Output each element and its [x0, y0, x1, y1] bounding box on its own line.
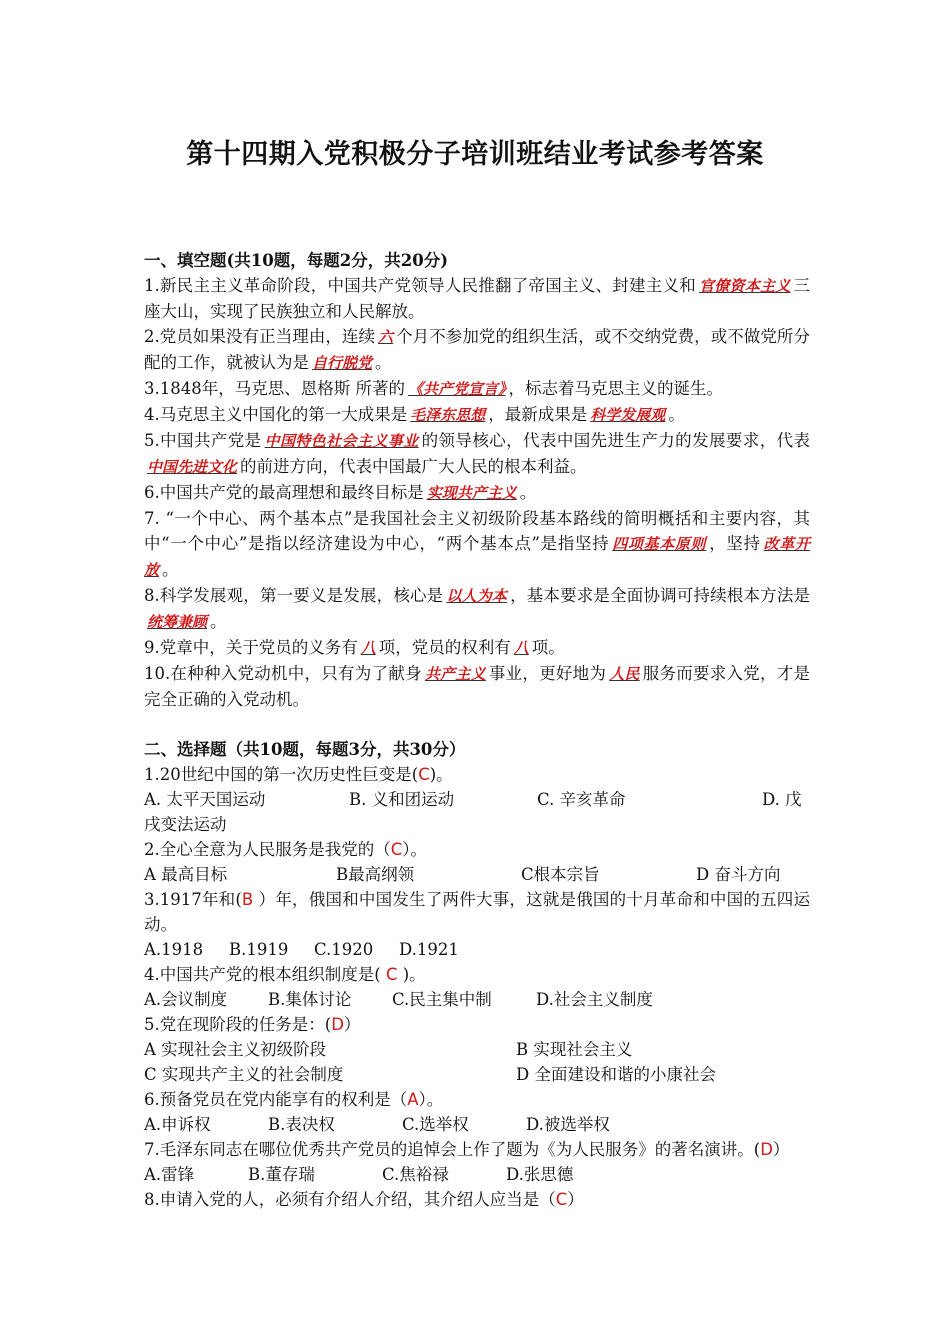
answer: 自行脱党: [312, 354, 373, 372]
answer-choice: C: [390, 840, 403, 859]
options-row: [144, 787, 810, 812]
answer: 实现共产主义: [426, 484, 517, 502]
option: D 奋斗方向: [696, 865, 781, 884]
option: C.选举权: [402, 1115, 469, 1134]
answer: 《共产党宣言》: [407, 380, 506, 398]
option: D.被选举权: [526, 1115, 610, 1134]
answer: 官僚资本主义: [698, 277, 791, 295]
question-text: 6.中国共产党的最高理想和最终目标是: [144, 483, 424, 502]
question-text: ，最新成果是: [488, 405, 588, 424]
question-text: 3.1917年和(: [144, 890, 242, 909]
question-text: 。: [162, 560, 179, 579]
question-text: 10.在种种入党动机中，只有为了献身: [144, 664, 422, 683]
choice-question-4: [144, 962, 810, 987]
option: A.1918: [144, 940, 204, 959]
options-row: [144, 1112, 810, 1137]
options-row: [144, 862, 810, 887]
option: D.1921: [399, 940, 459, 959]
question-text: 9.党章中，关于党员的义务有: [144, 638, 358, 657]
options-row: [144, 937, 810, 962]
question-text: 2.全心全意为人民服务是我党的（: [144, 840, 391, 859]
answer: 中国先进文化: [147, 458, 238, 476]
option: C 实现共产主义的社会制度: [144, 1065, 344, 1084]
answer: 四项基本原则: [612, 535, 707, 553]
choice-question-8: [144, 1187, 810, 1212]
options-row: [144, 1062, 810, 1087]
answer-choice: A: [407, 1090, 419, 1109]
question-text: 的领导核心，代表中国先进生产力的发展要求，代表: [421, 431, 811, 450]
options-row: [144, 987, 810, 1012]
option: D 全面建设和谐的小康社会: [516, 1065, 716, 1084]
choice-question-5: [144, 1012, 810, 1037]
question-text: ，标志着马克思主义的诞生。: [508, 379, 723, 398]
choice-question-7: [144, 1137, 810, 1162]
answer: 共产主义: [424, 665, 486, 683]
question-text: 2.党员如果没有正当理由，连续: [144, 327, 376, 346]
question-text: 6.预备党员在党内能享有的权利是（: [144, 1090, 408, 1109]
answer: 八: [513, 639, 529, 657]
question-text: 5.中国共产党是: [144, 431, 262, 450]
option: C根本宗旨: [521, 865, 600, 884]
answer: 中国特色社会主义事业: [264, 432, 419, 450]
question-text: 4.中国共产党的根本组织制度是(: [144, 965, 386, 984]
option: C.焦裕禄: [382, 1165, 449, 1184]
question-text: ）。: [402, 840, 428, 859]
option: B最高纲领: [336, 865, 415, 884]
options-row: [144, 1037, 810, 1062]
fill-question-5: [144, 428, 810, 480]
option: C. 辛亥革命: [537, 790, 626, 809]
fill-question-10: [144, 661, 810, 712]
fill-question-9: [144, 635, 810, 661]
question-text: 个月不参加党的组织生活，或不交纳党费，或不做党所分配的工作，就被认为是: [144, 327, 810, 372]
option: B.集体讨论: [268, 990, 352, 1009]
answer-choice: C: [418, 765, 430, 784]
option: A 实现社会主义初级阶段: [144, 1040, 327, 1059]
question-text: ）: [343, 1015, 361, 1034]
fill-question-6: [144, 480, 810, 506]
page-title: 第十四期入党积极分子培训班结业考试参考答案: [186, 139, 764, 170]
answer-choice: C: [555, 1190, 568, 1209]
answer: 科学发展观: [590, 406, 666, 424]
choice-question-3: [144, 887, 810, 937]
question-text: 。: [375, 353, 392, 372]
question-text: )。: [397, 965, 426, 984]
question-text: ）。: [418, 1090, 444, 1109]
option: B.1919: [229, 940, 289, 959]
option: A. 太平天国运动: [144, 790, 266, 809]
option: A.申诉权: [144, 1115, 211, 1134]
question-text: 项，党员的权利有: [378, 638, 511, 657]
options-row: [144, 1162, 810, 1187]
question-text: 。: [210, 612, 227, 631]
answer: 改革开放: [144, 535, 810, 579]
fill-question-3: [144, 376, 810, 402]
option: A.雷锋: [144, 1165, 195, 1184]
question-text: 4.马克思主义中国化的第一大成果是: [144, 405, 408, 424]
fill-question-7: [144, 506, 810, 583]
fill-question-1: [144, 273, 810, 324]
question-text: 的前进方向，代表中国最广大人民的根本利益。: [240, 457, 587, 476]
answer: 毛泽东思想: [410, 406, 486, 424]
question-text: ）: [567, 1190, 584, 1209]
question-text: 项。: [531, 638, 565, 657]
question-text: 。: [668, 405, 685, 424]
option-continuation: 戌变法运动: [144, 815, 227, 834]
option: D.社会主义制度: [536, 990, 653, 1009]
answer-choice: B: [241, 890, 254, 909]
fill-question-2: [144, 324, 810, 376]
answer: 统筹兼顾: [147, 613, 208, 631]
answer-choice: C: [385, 965, 398, 984]
option: D. 戊: [762, 790, 802, 809]
option: B.表决权: [268, 1115, 335, 1134]
question-text: ）: [772, 1140, 790, 1159]
question-text: 服务而要求入党，才是完全正确的入党动机。: [144, 664, 810, 709]
answer-choice: D: [331, 1015, 344, 1034]
fill-question-4: [144, 402, 810, 428]
question-text: 7. “一个中心、两个基本点”是我国社会主义初级阶段基本路线的简明概括和主要内容，其中“一个中心”是指以经济建设为中心，“两个基本点”是指坚持: [144, 509, 810, 553]
choice-question-6: [144, 1087, 810, 1112]
question-text: 7.毛泽东同志在哪位优秀共产党员的追悼会上作了题为《为人民服务》的著名演讲。(: [144, 1140, 761, 1159]
question-text: 8.科学发展观，第一要义是发展，核心是: [144, 586, 444, 605]
question-text: ）年，俄国和中国发生了两件大事，这就是俄国的十月革命和中国的五四运动。: [144, 890, 811, 934]
answer: 人民: [609, 665, 640, 683]
answer: 六: [378, 328, 394, 346]
answer: 以人为本: [446, 587, 508, 605]
option: B 实现社会主义: [516, 1040, 633, 1059]
answer-choice: D: [760, 1140, 773, 1159]
answer: 八: [360, 639, 376, 657]
option: C.民主集中制: [392, 990, 492, 1009]
fill-question-8: [144, 583, 810, 635]
question-text: 1.新民主主义革命阶段，中国共产党领导人民推翻了帝国主义、封建主义和: [144, 276, 696, 295]
question-text: 三座大山，实现了民族独立和人民解放。: [144, 276, 810, 321]
question-text: 1.20世纪中国的第一次历史性巨变是(: [144, 765, 419, 784]
section-heading-fill-blank: 一、填空题(共10题，每题2分，共20分): [144, 251, 449, 270]
question-text: ，坚持: [709, 534, 761, 553]
section-heading-choice: 二、选择题（共10题，每题3分，共30分）: [144, 740, 466, 759]
question-text: 8.申请入党的人，必须有介绍人介绍，其介绍人应当是（: [144, 1190, 556, 1209]
option: B.董存瑞: [248, 1165, 315, 1184]
choice-question-2: [144, 837, 810, 862]
document-body: [144, 248, 810, 1212]
question-text: 。: [519, 483, 537, 502]
option: B. 义和团运动: [349, 790, 455, 809]
question-text: 事业，更好地为: [488, 664, 607, 683]
option: A.会议制度: [144, 990, 228, 1009]
option: D.张思德: [506, 1165, 574, 1184]
question-text: 5.党在现阶段的任务是：(: [144, 1015, 332, 1034]
option: C.1920: [314, 940, 374, 959]
option: A 最高目标: [144, 865, 228, 884]
question-text: )。: [429, 765, 453, 784]
question-text: 3.1848年，马克思、恩格斯 所著的: [144, 379, 405, 398]
choice-question-1: [144, 762, 810, 787]
question-text: ，基本要求是全面协调可持续根本方法是: [510, 586, 810, 605]
